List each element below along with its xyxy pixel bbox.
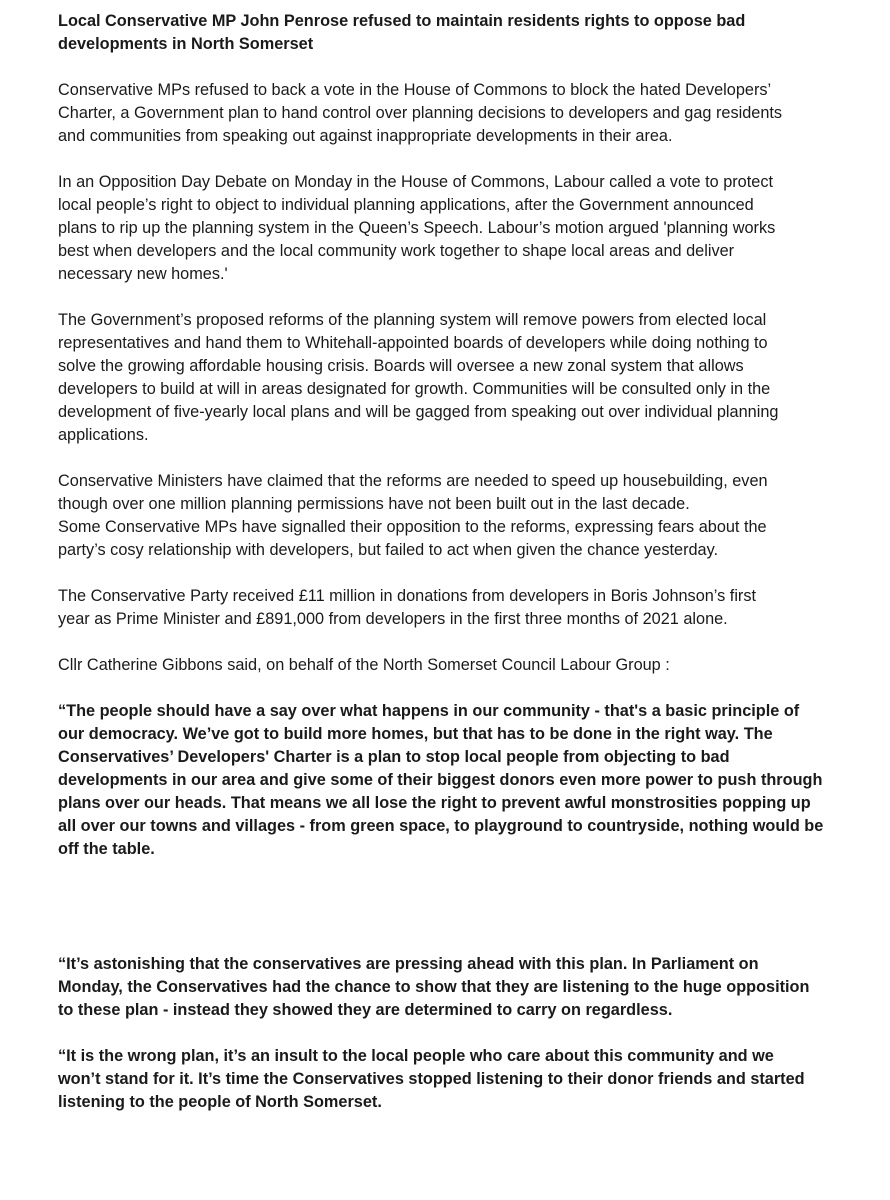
paragraph-line: applications. xyxy=(58,426,149,444)
paragraph-line: solve the growing affordable housing crisis. Boards will oversee a new zonal system that allows xyxy=(58,357,744,375)
quote-line: “It’s astonishing that the conservatives are pressing ahead with this plan. In Parliament on xyxy=(58,955,759,973)
paragraph-line: party’s cosy relationship with developers, but failed to act when given the chance yesterday. xyxy=(58,541,719,559)
paragraph-attribution xyxy=(58,654,870,677)
paragraph-line: Cllr Catherine Gibbons said, on behalf of the North Somerset Council Labour Group : xyxy=(58,656,670,674)
paragraph-line: year as Prime Minister and £891,000 from developers in the first three months of 2021 alone. xyxy=(58,610,728,628)
quote-people-say xyxy=(58,700,870,861)
quote-line: all over our towns and villages - from green space, to playground to countryside, nothing would be xyxy=(58,817,824,835)
paragraph-line: plans to rip up the planning system in the Queen’s Speech. Labour’s motion argued 'planning works xyxy=(58,219,776,237)
quote-wrong-plan xyxy=(58,1045,870,1114)
paragraph-line: developers to build at will in areas designated for growth. Communities will be consulted only in the xyxy=(58,380,771,398)
paragraph-line: development of five-yearly local plans and will be gagged from speaking out over individual planning xyxy=(58,403,779,421)
document-page xyxy=(58,10,870,1137)
paragraph-line: Charter, a Government plan to hand control over planning decisions to developers and gag residents xyxy=(58,104,783,122)
paragraph-line: and communities from speaking out against inappropriate developments in their area. xyxy=(58,127,673,145)
paragraph-line: In an Opposition Day Debate on Monday in the House of Commons, Labour called a vote to protect xyxy=(58,173,773,191)
quote-line: “It is the wrong plan, it’s an insult to the local people who care about this community and we xyxy=(58,1047,774,1065)
paragraph-line: The Government’s proposed reforms of the planning system will remove powers from elected local xyxy=(58,311,767,329)
quote-line: our democracy. We’ve got to build more homes, but that has to be done in the right way. The xyxy=(58,725,773,743)
paragraph-line: The Conservative Party received £11 million in donations from developers in Boris Johnson’s first xyxy=(58,587,757,605)
quote-line: off the table. xyxy=(58,840,155,858)
paragraph-ministers xyxy=(58,470,870,562)
quote-line: Conservatives’ Developers' Charter is a plan to stop local people from objecting to bad xyxy=(58,748,730,766)
quote-line: Monday, the Conservatives had the chance to show that they are listening to the huge opposition xyxy=(58,978,810,996)
quote-astonishing xyxy=(58,953,870,1022)
quote-line: plans over our heads. That means we all lose the right to prevent awful monstrosities popping up xyxy=(58,794,811,812)
paragraph-line: Conservative MPs refused to back a vote in the House of Commons to block the hated Developers’ xyxy=(58,81,772,99)
paragraph-reforms xyxy=(58,309,870,447)
paragraph-line: though over one million planning permissions have not been built out in the last decade. xyxy=(58,495,690,513)
paragraph-opposition-day xyxy=(58,171,870,286)
paragraph-line: Conservative Ministers have claimed that the reforms are needed to speed up housebuilding, even xyxy=(58,472,768,490)
quote-line: listening to the people of North Somerset. xyxy=(58,1093,382,1111)
paragraph-line: necessary new homes.' xyxy=(58,265,228,283)
quote-line: “The people should have a say over what happens in our community - that's a basic principle of xyxy=(58,702,800,720)
paragraph-line: Some Conservative MPs have signalled their opposition to the reforms, expressing fears about the xyxy=(58,518,767,536)
paragraph-line: representatives and hand them to Whitehall-appointed boards of developers while doing nothing to xyxy=(58,334,768,352)
paragraph-line: local people’s right to object to individual planning applications, after the Government announced xyxy=(58,196,754,214)
headline-line: developments in North Somerset xyxy=(58,35,314,53)
quote-line: won’t stand for it. It’s time the Conservatives stopped listening to their donor friends and started xyxy=(58,1070,805,1088)
headline-line: Local Conservative MP John Penrose refused to maintain residents rights to oppose bad xyxy=(58,12,746,30)
headline xyxy=(58,10,870,56)
paragraph-intro xyxy=(58,79,870,148)
paragraph-line: best when developers and the local community work together to shape local areas and deliver xyxy=(58,242,735,260)
paragraph-donations xyxy=(58,585,870,631)
quote-line: developments in our area and give some of their biggest donors even more power to push through xyxy=(58,771,823,789)
quote-line: to these plan - instead they showed they are determined to carry on regardless. xyxy=(58,1001,673,1019)
blank-space xyxy=(58,884,870,953)
